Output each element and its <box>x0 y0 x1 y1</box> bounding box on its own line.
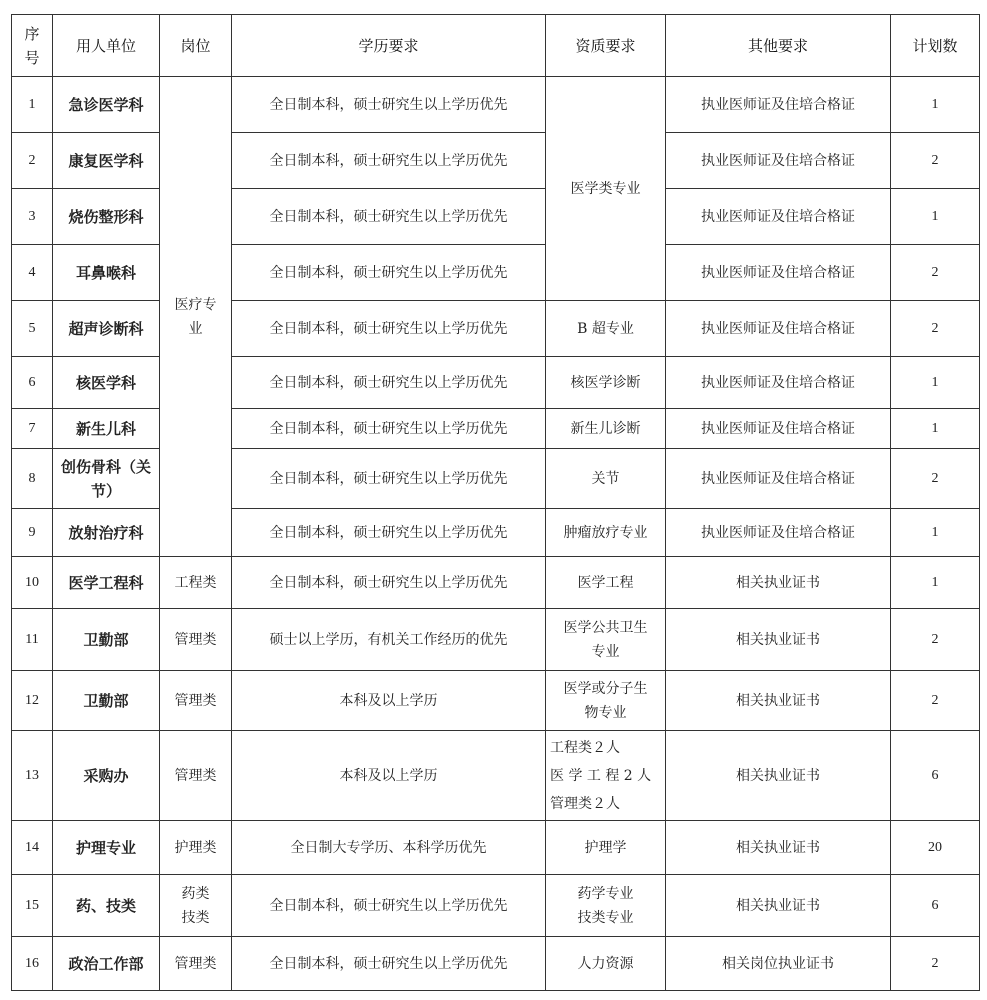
table-row <box>12 609 980 671</box>
cell-edu: 全日制大专学历、本科学历优先 <box>232 821 546 875</box>
table-row <box>12 875 980 937</box>
table-row <box>12 301 980 357</box>
cell-edu: 本科及以上学历 <box>232 671 546 731</box>
cell-seq: 7 <box>12 409 53 449</box>
cell-other: 执业医师证及住培合格证 <box>666 189 891 245</box>
cell-qual: B 超专业 <box>546 301 666 357</box>
cell-qual: 医学工程 <box>546 557 666 609</box>
cell-qual: 新生儿诊断 <box>546 409 666 449</box>
cell-unit: 核医学科 <box>53 357 160 409</box>
cell-qual <box>546 731 666 821</box>
cell-seq: 6 <box>12 357 53 409</box>
qual-line: 工程类２人 <box>550 739 620 756</box>
cell-other: 相关执业证书 <box>666 557 891 609</box>
cell-edu: 全日制本科，硕士研究生以上学历优先 <box>232 77 546 133</box>
cell-seq: 12 <box>12 671 53 731</box>
cell-seq: 16 <box>12 937 53 991</box>
cell-plan: 2 <box>891 449 980 509</box>
cell-other: 执业医师证及住培合格证 <box>666 77 891 133</box>
cell-plan: 1 <box>891 357 980 409</box>
cell-edu: 全日制本科，硕士研究生以上学历优先 <box>232 937 546 991</box>
cell-qual: 关节 <box>546 449 666 509</box>
cell-edu: 全日制本科，硕士研究生以上学历优先 <box>232 301 546 357</box>
cell-post <box>160 875 232 937</box>
cell-qual: 核医学诊断 <box>546 357 666 409</box>
cell-unit: 康复医学科 <box>53 133 160 189</box>
cell-edu: 全日制本科，硕士研究生以上学历优先 <box>232 557 546 609</box>
cell-seq: 8 <box>12 449 53 509</box>
cell-unit: 耳鼻喉科 <box>53 245 160 301</box>
cell-unit: 政治工作部 <box>53 937 160 991</box>
cell-unit: 急诊医学科 <box>53 77 160 133</box>
cell-edu: 全日制本科，硕士研究生以上学历优先 <box>232 245 546 301</box>
qual-line: 药学专业 <box>577 885 634 902</box>
table-row <box>12 409 980 449</box>
cell-edu: 全日制本科，硕士研究生以上学历优先 <box>232 357 546 409</box>
cell-qual: 肿瘤放疗专业 <box>546 509 666 557</box>
cell-plan: 2 <box>891 301 980 357</box>
cell-plan: 2 <box>891 133 980 189</box>
cell-unit: 采购办 <box>53 731 160 821</box>
qual-line: 管理类２人 <box>550 795 620 812</box>
cell-edu: 全日制本科，硕士研究生以上学历优先 <box>232 133 546 189</box>
cell-other: 执业医师证及住培合格证 <box>666 409 891 449</box>
cell-seq: 5 <box>12 301 53 357</box>
header-edu: 学历要求 <box>232 15 546 77</box>
cell-plan: 2 <box>891 245 980 301</box>
table-row <box>12 133 980 189</box>
table-row <box>12 731 980 821</box>
cell-other: 相关执业证书 <box>666 821 891 875</box>
table-row <box>12 509 980 557</box>
cell-plan: 2 <box>891 671 980 731</box>
cell-other: 执业医师证及住培合格证 <box>666 509 891 557</box>
cell-plan: 6 <box>891 731 980 821</box>
cell-seq: 4 <box>12 245 53 301</box>
cell-plan: 2 <box>891 937 980 991</box>
cell-post: 管理类 <box>160 731 232 821</box>
post-line: 药类 <box>181 885 210 902</box>
cell-post: 管理类 <box>160 609 232 671</box>
cell-edu: 全日制本科，硕士研究生以上学历优先 <box>232 449 546 509</box>
table-row <box>12 937 980 991</box>
cell-unit: 超声诊断科 <box>53 301 160 357</box>
table-row <box>12 671 980 731</box>
cell-unit: 新生儿科 <box>53 409 160 449</box>
table-row <box>12 449 980 509</box>
table-row <box>12 77 980 133</box>
cell-plan: 1 <box>891 77 980 133</box>
header-seq: 序号 <box>12 15 53 77</box>
cell-plan: 1 <box>891 557 980 609</box>
header-unit: 用人单位 <box>53 15 160 77</box>
cell-other: 相关执业证书 <box>666 671 891 731</box>
cell-seq: 14 <box>12 821 53 875</box>
cell-qual: 医学或分子生物专业 <box>546 671 666 731</box>
cell-plan: 1 <box>891 189 980 245</box>
qual-medical-label: 医学类专业 <box>570 180 641 197</box>
cell-plan: 2 <box>891 609 980 671</box>
cell-seq: 3 <box>12 189 53 245</box>
header-plan: 计划数 <box>891 15 980 77</box>
cell-other: 相关岗位执业证书 <box>666 937 891 991</box>
cell-seq: 11 <box>12 609 53 671</box>
cell-unit: 药、技类 <box>53 875 160 937</box>
cell-seq: 13 <box>12 731 53 821</box>
cell-seq: 10 <box>12 557 53 609</box>
cell-post: 管理类 <box>160 671 232 731</box>
table-row <box>12 245 980 301</box>
cell-other: 执业医师证及住培合格证 <box>666 133 891 189</box>
cell-other: 执业医师证及住培合格证 <box>666 449 891 509</box>
cell-unit: 护理专业 <box>53 821 160 875</box>
cell-seq: 2 <box>12 133 53 189</box>
cell-unit: 创伤骨科（关节） <box>53 449 160 509</box>
cell-edu: 全日制本科，硕士研究生以上学历优先 <box>232 875 546 937</box>
cell-post-merged <box>160 77 232 557</box>
table-row <box>12 821 980 875</box>
cell-unit: 卫勤部 <box>53 609 160 671</box>
cell-other: 执业医师证及住培合格证 <box>666 245 891 301</box>
cell-edu: 本科及以上学历 <box>232 731 546 821</box>
table-row <box>12 557 980 609</box>
qual-line: 医 学 工 程 2 人 <box>550 767 652 784</box>
cell-qual: 人力资源 <box>546 937 666 991</box>
cell-plan: 6 <box>891 875 980 937</box>
cell-other: 相关执业证书 <box>666 875 891 937</box>
cell-qual-merged <box>546 77 666 301</box>
cell-qual: 护理学 <box>546 821 666 875</box>
cell-seq: 9 <box>12 509 53 557</box>
table-row <box>12 189 980 245</box>
cell-edu: 硕士以上学历，有机关工作经历的优先 <box>232 609 546 671</box>
header-row <box>12 15 980 77</box>
cell-edu: 全日制本科，硕士研究生以上学历优先 <box>232 409 546 449</box>
cell-post: 管理类 <box>160 937 232 991</box>
qual-line: 技类专业 <box>577 909 634 926</box>
post-line: 技类 <box>181 909 210 926</box>
cell-other: 执业医师证及住培合格证 <box>666 357 891 409</box>
cell-unit: 烧伤整形科 <box>53 189 160 245</box>
cell-plan: 1 <box>891 509 980 557</box>
cell-post: 护理类 <box>160 821 232 875</box>
post-medical-label: 医疗专业 <box>174 296 217 337</box>
cell-qual <box>546 875 666 937</box>
header-other: 其他要求 <box>666 15 891 77</box>
cell-qual: 医学公共卫生专业 <box>546 609 666 671</box>
table-row <box>12 357 980 409</box>
cell-other: 相关执业证书 <box>666 731 891 821</box>
cell-seq: 15 <box>12 875 53 937</box>
cell-edu: 全日制本科，硕士研究生以上学历优先 <box>232 509 546 557</box>
cell-unit: 卫勤部 <box>53 671 160 731</box>
cell-plan: 20 <box>891 821 980 875</box>
cell-other: 相关执业证书 <box>666 609 891 671</box>
header-post: 岗位 <box>160 15 232 77</box>
cell-plan: 1 <box>891 409 980 449</box>
cell-unit: 放射治疗科 <box>53 509 160 557</box>
recruitment-table <box>11 14 980 991</box>
header-qual: 资质要求 <box>546 15 666 77</box>
cell-other: 执业医师证及住培合格证 <box>666 301 891 357</box>
cell-unit: 医学工程科 <box>53 557 160 609</box>
cell-edu: 全日制本科，硕士研究生以上学历优先 <box>232 189 546 245</box>
cell-post: 工程类 <box>160 557 232 609</box>
cell-seq: 1 <box>12 77 53 133</box>
